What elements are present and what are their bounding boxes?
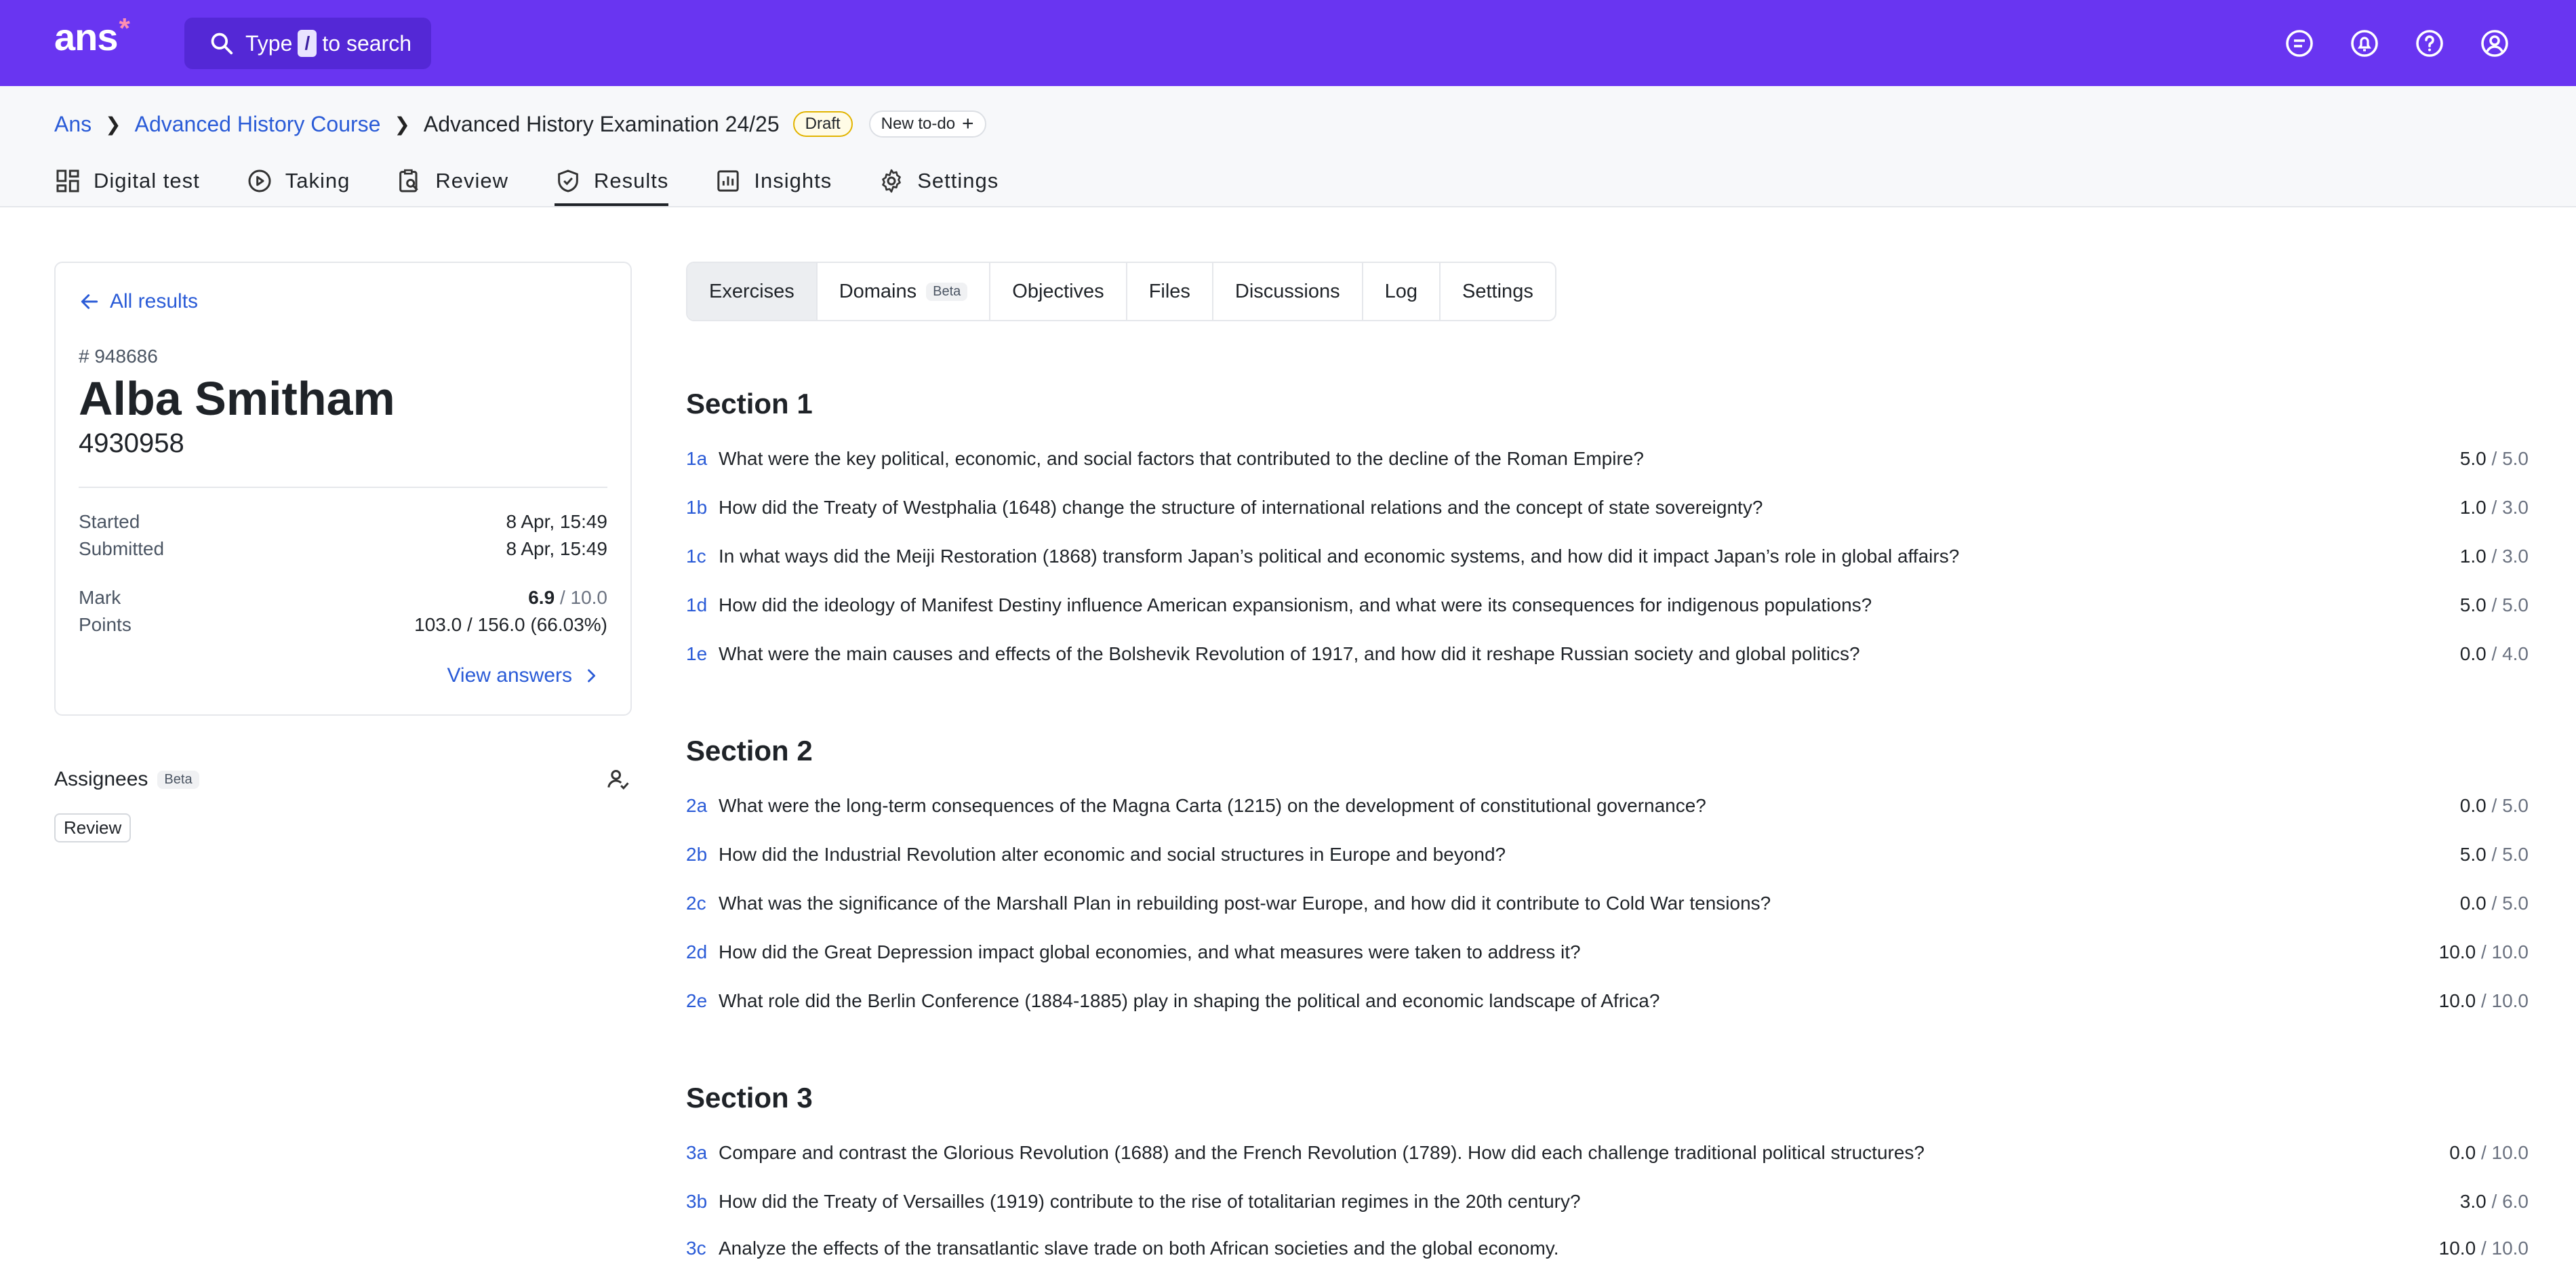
question-row[interactable] [686, 841, 2529, 868]
question-score: 3.0 / 6.0 [2459, 1191, 2529, 1212]
tab-label: Domains [839, 280, 917, 302]
question-score: 0.0 / 4.0 [2459, 643, 2529, 664]
new-todo-button[interactable] [869, 110, 986, 138]
app-logo[interactable]: ans* [54, 12, 129, 58]
question-row[interactable] [686, 640, 2529, 668]
question-score: 0.0 / 10.0 [2449, 1142, 2529, 1163]
assignees-title: Assignees [54, 768, 148, 790]
help-icon[interactable] [2413, 27, 2446, 60]
tab-exercises[interactable] [687, 263, 818, 320]
logo-mark: * [119, 12, 129, 44]
arrow-left-icon [79, 291, 100, 312]
nav-taking[interactable] [246, 157, 350, 205]
top-bar [0, 0, 2576, 86]
section-title: Section 3 [686, 1082, 813, 1114]
breadcrumb-current: Advanced History Examination 24/25 [423, 111, 780, 136]
question-code: 3a [686, 1142, 708, 1163]
tab-label: Discussions [1234, 280, 1340, 302]
question-code: 2c [686, 893, 706, 914]
question-text: What were the key political, economic, and social factors that contributed to the decline of the Roman Empire? [719, 448, 1644, 469]
nav-results[interactable] [555, 157, 668, 205]
section-title: Section 1 [686, 388, 813, 420]
question-text: How did the ideology of Manifest Destiny influence American expansionism, and what were its consequences for indigenous populations? [719, 594, 1872, 615]
candidate-card [54, 262, 632, 716]
question-text: What role did the Berlin Conference (1884-1885) play in shaping the political and economic landscape of Africa? [719, 990, 1660, 1011]
chevron-right-icon: ❯ [105, 113, 121, 135]
submitted-value: 8 Apr, 15:49 [506, 538, 607, 559]
search-suffix: to search [322, 30, 411, 56]
question-score: 5.0 / 5.0 [2459, 844, 2529, 865]
nav-digital-test[interactable] [54, 157, 200, 205]
started-label: Started [79, 511, 140, 532]
question-score: 0.0 / 5.0 [2459, 893, 2529, 914]
tab-label: Exercises [709, 280, 794, 302]
candidate-number: 4930958 [79, 428, 184, 458]
draft-badge: Draft [793, 111, 853, 137]
question-score: 0.0 / 5.0 [2459, 795, 2529, 816]
mark-label: Mark [79, 587, 121, 608]
breadcrumb-course[interactable]: Advanced History Course [134, 111, 381, 136]
question-text: What were the main causes and effects of the Bolshevik Revolution of 1917, and how did it reshape Russian society and global politics? [719, 643, 1860, 664]
search-prefix: Type [245, 30, 293, 56]
question-code: 1a [686, 448, 708, 469]
all-results-label: All results [110, 290, 199, 312]
question-row[interactable] [686, 1139, 2529, 1166]
tab-label: Files [1148, 280, 1190, 302]
view-answers-link[interactable] [447, 664, 601, 687]
beta-badge: Beta [157, 771, 199, 789]
question-text: What was the significance of the Marshall Plan in rebuilding post-war Europe, and how did it contribute to Cold War tensions? [719, 893, 1771, 914]
question-row[interactable] [686, 445, 2529, 472]
question-score: 1.0 / 3.0 [2459, 497, 2529, 518]
question-text: How did the Industrial Revolution alter economic and social structures in Europe and beyond? [719, 844, 1506, 865]
question-code: 1e [686, 643, 708, 664]
question-code: 2d [686, 941, 708, 962]
nav-divider [0, 206, 2576, 207]
shield-check-icon [555, 167, 582, 195]
search-shortcut-key: / [298, 30, 317, 57]
points-row [79, 614, 607, 636]
results-tabs [686, 262, 1556, 321]
chart-icon [715, 167, 742, 195]
nav-label: Taking [285, 169, 350, 192]
chevron-right-icon: ❯ [394, 113, 410, 135]
question-code: 2e [686, 990, 708, 1011]
question-text: Compare and contrast the Glorious Revolution (1688) and the French Revolution (1789). How did each challenge traditional political structures? [719, 1142, 1925, 1163]
candidate-name: Alba Smitham [79, 372, 395, 425]
question-text: In what ways did the Meiji Restoration (1868) transform Japan’s political and economic systems, and how did it impact Japan’s role in global affairs? [719, 546, 1960, 567]
plus-icon: + [962, 113, 974, 135]
submitted-row [79, 538, 607, 560]
started-row [79, 511, 607, 533]
all-results-link[interactable] [79, 290, 198, 313]
search-icon [209, 30, 235, 56]
nav-label: Settings [917, 169, 999, 192]
main-nav [54, 157, 999, 206]
question-row[interactable] [686, 543, 2529, 570]
notification-icon[interactable] [2348, 27, 2381, 60]
breadcrumb-ans[interactable]: Ans [54, 111, 92, 136]
question-score: 5.0 / 5.0 [2459, 594, 2529, 615]
nav-review[interactable] [396, 157, 508, 205]
question-code: 1d [686, 594, 708, 615]
section-title: Section 2 [686, 735, 813, 767]
question-text: How did the Treaty of Versailles (1919) contribute to the rise of totalitarian regimes in the 20th century? [719, 1191, 1581, 1212]
question-score: 1.0 / 3.0 [2459, 546, 2529, 567]
question-text: How did the Great Depression impact global economies, and what measures were taken to address it? [719, 941, 1581, 962]
nav-label: Digital test [94, 169, 200, 192]
nav-insights[interactable] [715, 157, 832, 205]
card-divider [79, 487, 607, 488]
user-check-icon[interactable] [605, 766, 632, 793]
question-score: 10.0 / 10.0 [2438, 990, 2529, 1011]
question-code: 1b [686, 497, 708, 518]
question-text: What were the long-term consequences of the Magna Carta (1215) on the development of constitutional governance? [719, 795, 1706, 816]
search-box[interactable] [184, 18, 431, 69]
question-row[interactable] [686, 792, 2529, 819]
question-code: 2a [686, 795, 708, 816]
question-score: 5.0 / 5.0 [2459, 448, 2529, 469]
tab-label: Objectives [1012, 280, 1104, 302]
question-row[interactable] [686, 939, 2529, 966]
question-code: 1c [686, 546, 706, 567]
question-code: 3b [686, 1191, 708, 1212]
tab-label: Log [1384, 280, 1418, 302]
question-row[interactable] [686, 1235, 2529, 1262]
question-row[interactable] [686, 890, 2529, 917]
points-label: Points [79, 614, 132, 635]
candidate-id: # 948686 [79, 346, 158, 367]
mark-value: 6.9 [528, 587, 555, 608]
gear-icon [878, 167, 905, 195]
question-code: 2b [686, 844, 708, 865]
question-row[interactable] [686, 494, 2529, 521]
tab-files[interactable] [1127, 263, 1213, 320]
points-value: 103.0 / 156.0 (66.03%) [414, 614, 607, 635]
assignees-header [54, 766, 632, 793]
chevron-right-icon [582, 666, 601, 685]
nav-label: Insights [754, 169, 832, 192]
submitted-label: Submitted [79, 538, 165, 559]
question-score: 10.0 / 10.0 [2438, 1238, 2529, 1259]
breadcrumb [54, 107, 986, 141]
started-value: 8 Apr, 15:49 [506, 511, 607, 532]
question-code: 3c [686, 1238, 706, 1259]
clipboard-search-icon [396, 167, 423, 195]
question-score: 10.0 / 10.0 [2438, 941, 2529, 962]
mark-max: / 10.0 [559, 587, 607, 608]
tab-domains[interactable] [818, 263, 991, 320]
grid-icon [54, 167, 81, 195]
question-text: Analyze the effects of the transatlantic slave trade on both African societies and the global economy. [719, 1238, 1559, 1259]
question-text: How did the Treaty of Westphalia (1648) change the structure of international relations and the concept of state sovereignty? [719, 497, 1763, 518]
question-row[interactable] [686, 592, 2529, 619]
beta-badge: Beta [926, 283, 967, 301]
mark-row [79, 587, 607, 609]
account-icon[interactable] [2478, 27, 2511, 60]
review-chip[interactable]: Review [54, 813, 131, 842]
view-answers-label: View answers [447, 664, 572, 687]
tab-objectives[interactable] [990, 263, 1127, 320]
tab-discussions[interactable] [1213, 263, 1363, 320]
tab-label: Settings [1462, 280, 1533, 302]
nav-label: Results [594, 169, 669, 192]
nav-settings[interactable] [878, 157, 999, 205]
question-row[interactable] [686, 1188, 2529, 1215]
question-row[interactable] [686, 988, 2529, 1015]
nav-label: Review [435, 169, 508, 192]
chat-icon[interactable] [2283, 27, 2316, 60]
tab-settings[interactable] [1441, 263, 1555, 320]
tab-log[interactable] [1363, 263, 1441, 320]
play-icon [246, 167, 273, 195]
new-todo-label: New to-do [881, 115, 956, 133]
